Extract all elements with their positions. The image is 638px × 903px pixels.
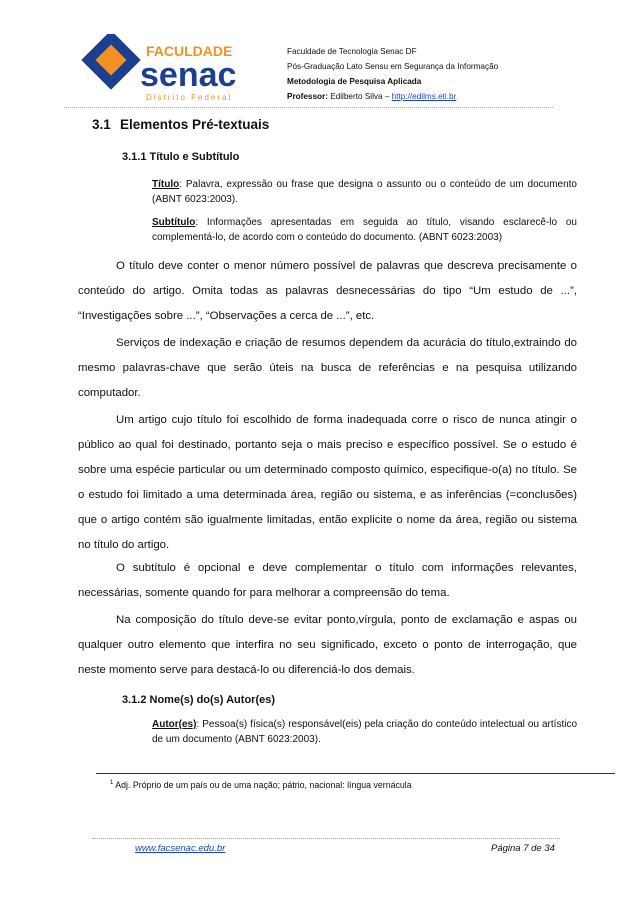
footer-site-link[interactable]: www.facsenac.edu.br — [135, 843, 226, 854]
subsection-heading-1: 3.1.1 Título e Subtítulo — [122, 151, 240, 163]
definition-text: : Palavra, expressão ou frase que designa o assunto ou o conteúdo de um documento (ABNT 6023:2003). — [152, 179, 577, 205]
definition-text: : Pessoa(s) física(s) responsável(eis) pela criação do conteúdo intelectual ou artístico de um documento (ABNT 6023:2003). — [152, 719, 577, 745]
senac-logo — [78, 34, 248, 108]
header-line-4 — [287, 89, 498, 104]
page-number: Página 7 de 34 — [491, 843, 555, 854]
paragraph-text: Um artigo cujo título foi escolhido de forma inadequada corre o risco de nunca atingir o público ao qual foi destinado, portanto seja o mais preciso e específico possível. Se o estudo é sobre uma espécie particular ou um determinado composto químico, especifique-o(a) no título. Se o estudo foi limitado a uma determinada área, região ou sistema, e as inferências (=conclusões) que o artigo contém são igualmente limitadas, então explicite o nome da área, região ou sistema no título do artigo. — [78, 414, 577, 551]
definition-titulo — [152, 177, 577, 207]
paragraph-text: O subtítulo é opcional e deve complementar o título com informações relevantes, necessárias, somente quando for para melhorar a compreensão do tema. — [78, 562, 577, 599]
professor-label: Professor: — [287, 92, 328, 101]
definition-term: Título — [152, 179, 180, 190]
definition-text: : Informações apresentadas em seguida ao título, visando esclarecê-lo ou complementá-lo, de acordo com o conteúdo do documento. (ABNT 6023:2003) — [152, 217, 577, 243]
definition-subtitulo — [152, 215, 577, 245]
professor-link[interactable]: http://edilms.eti.br — [391, 92, 457, 101]
paragraph-3 — [78, 408, 577, 558]
header-line-2: Pós-Graduação Lato Sensu em Segurança da Informação — [287, 62, 499, 71]
logo-sub-text: Distrito Federal — [146, 93, 233, 102]
subsection-heading-2: 3.1.2 Nome(s) do(s) Autor(es) — [122, 694, 276, 706]
paragraph-text: O título deve conter o menor número possível de palavras que descreva precisamente o conteúdo do artigo. Omita todas as palavras desnecessárias do tipo “Um estudo de ...”, “Investigações sobre ...”, “Observações a cerca de ...”, etc. — [78, 260, 577, 322]
professor-name: Edilberto Silva – — [327, 92, 392, 101]
definition-term: Subtítulo — [152, 217, 196, 228]
logo-top-text: FACULDADE — [146, 43, 233, 59]
paragraph-2 — [78, 331, 577, 406]
section-title: Elementos Pré-textuais — [120, 117, 270, 132]
header-line-3: Metodologia de Pesquisa Aplicada — [287, 77, 422, 86]
paragraph-text: Serviços de indexação e criação de resumos dependem da acurácia do título,extraindo do mesmo palavras-chave que serão úteis na busca de referências e na pesquisa utilizando computador. — [78, 337, 577, 399]
paragraph-4 — [78, 556, 577, 606]
header-line-1: Faculdade de Tecnologia Senac DF — [287, 47, 417, 56]
footnote-text: Adj. Próprio de um país ou de uma nação; pátrio, nacional: língua vernácula — [113, 780, 412, 790]
paragraph-1 — [78, 254, 577, 329]
definition-autores — [152, 717, 577, 747]
header-divider — [64, 107, 553, 108]
header-info — [287, 44, 498, 104]
section-heading — [92, 117, 269, 132]
footer-divider — [92, 838, 560, 839]
footnote — [110, 780, 412, 790]
logo-main-text: senac — [140, 56, 237, 94]
paragraph-text: Na composição do título deve-se evitar ponto,vírgula, ponto de exclamação e aspas ou qualquer outro elemento que interfira no seu significado, exceto o ponto de interrogação, que neste momento serve para destacá-lo ou diferenciá-lo dos demais. — [78, 614, 577, 676]
footnote-mark: 1 — [110, 780, 114, 787]
definition-term: Autor(es) — [152, 719, 197, 730]
footnote-divider — [96, 773, 615, 774]
paragraph-5 — [78, 608, 577, 683]
section-number: 3.1 — [92, 117, 111, 132]
